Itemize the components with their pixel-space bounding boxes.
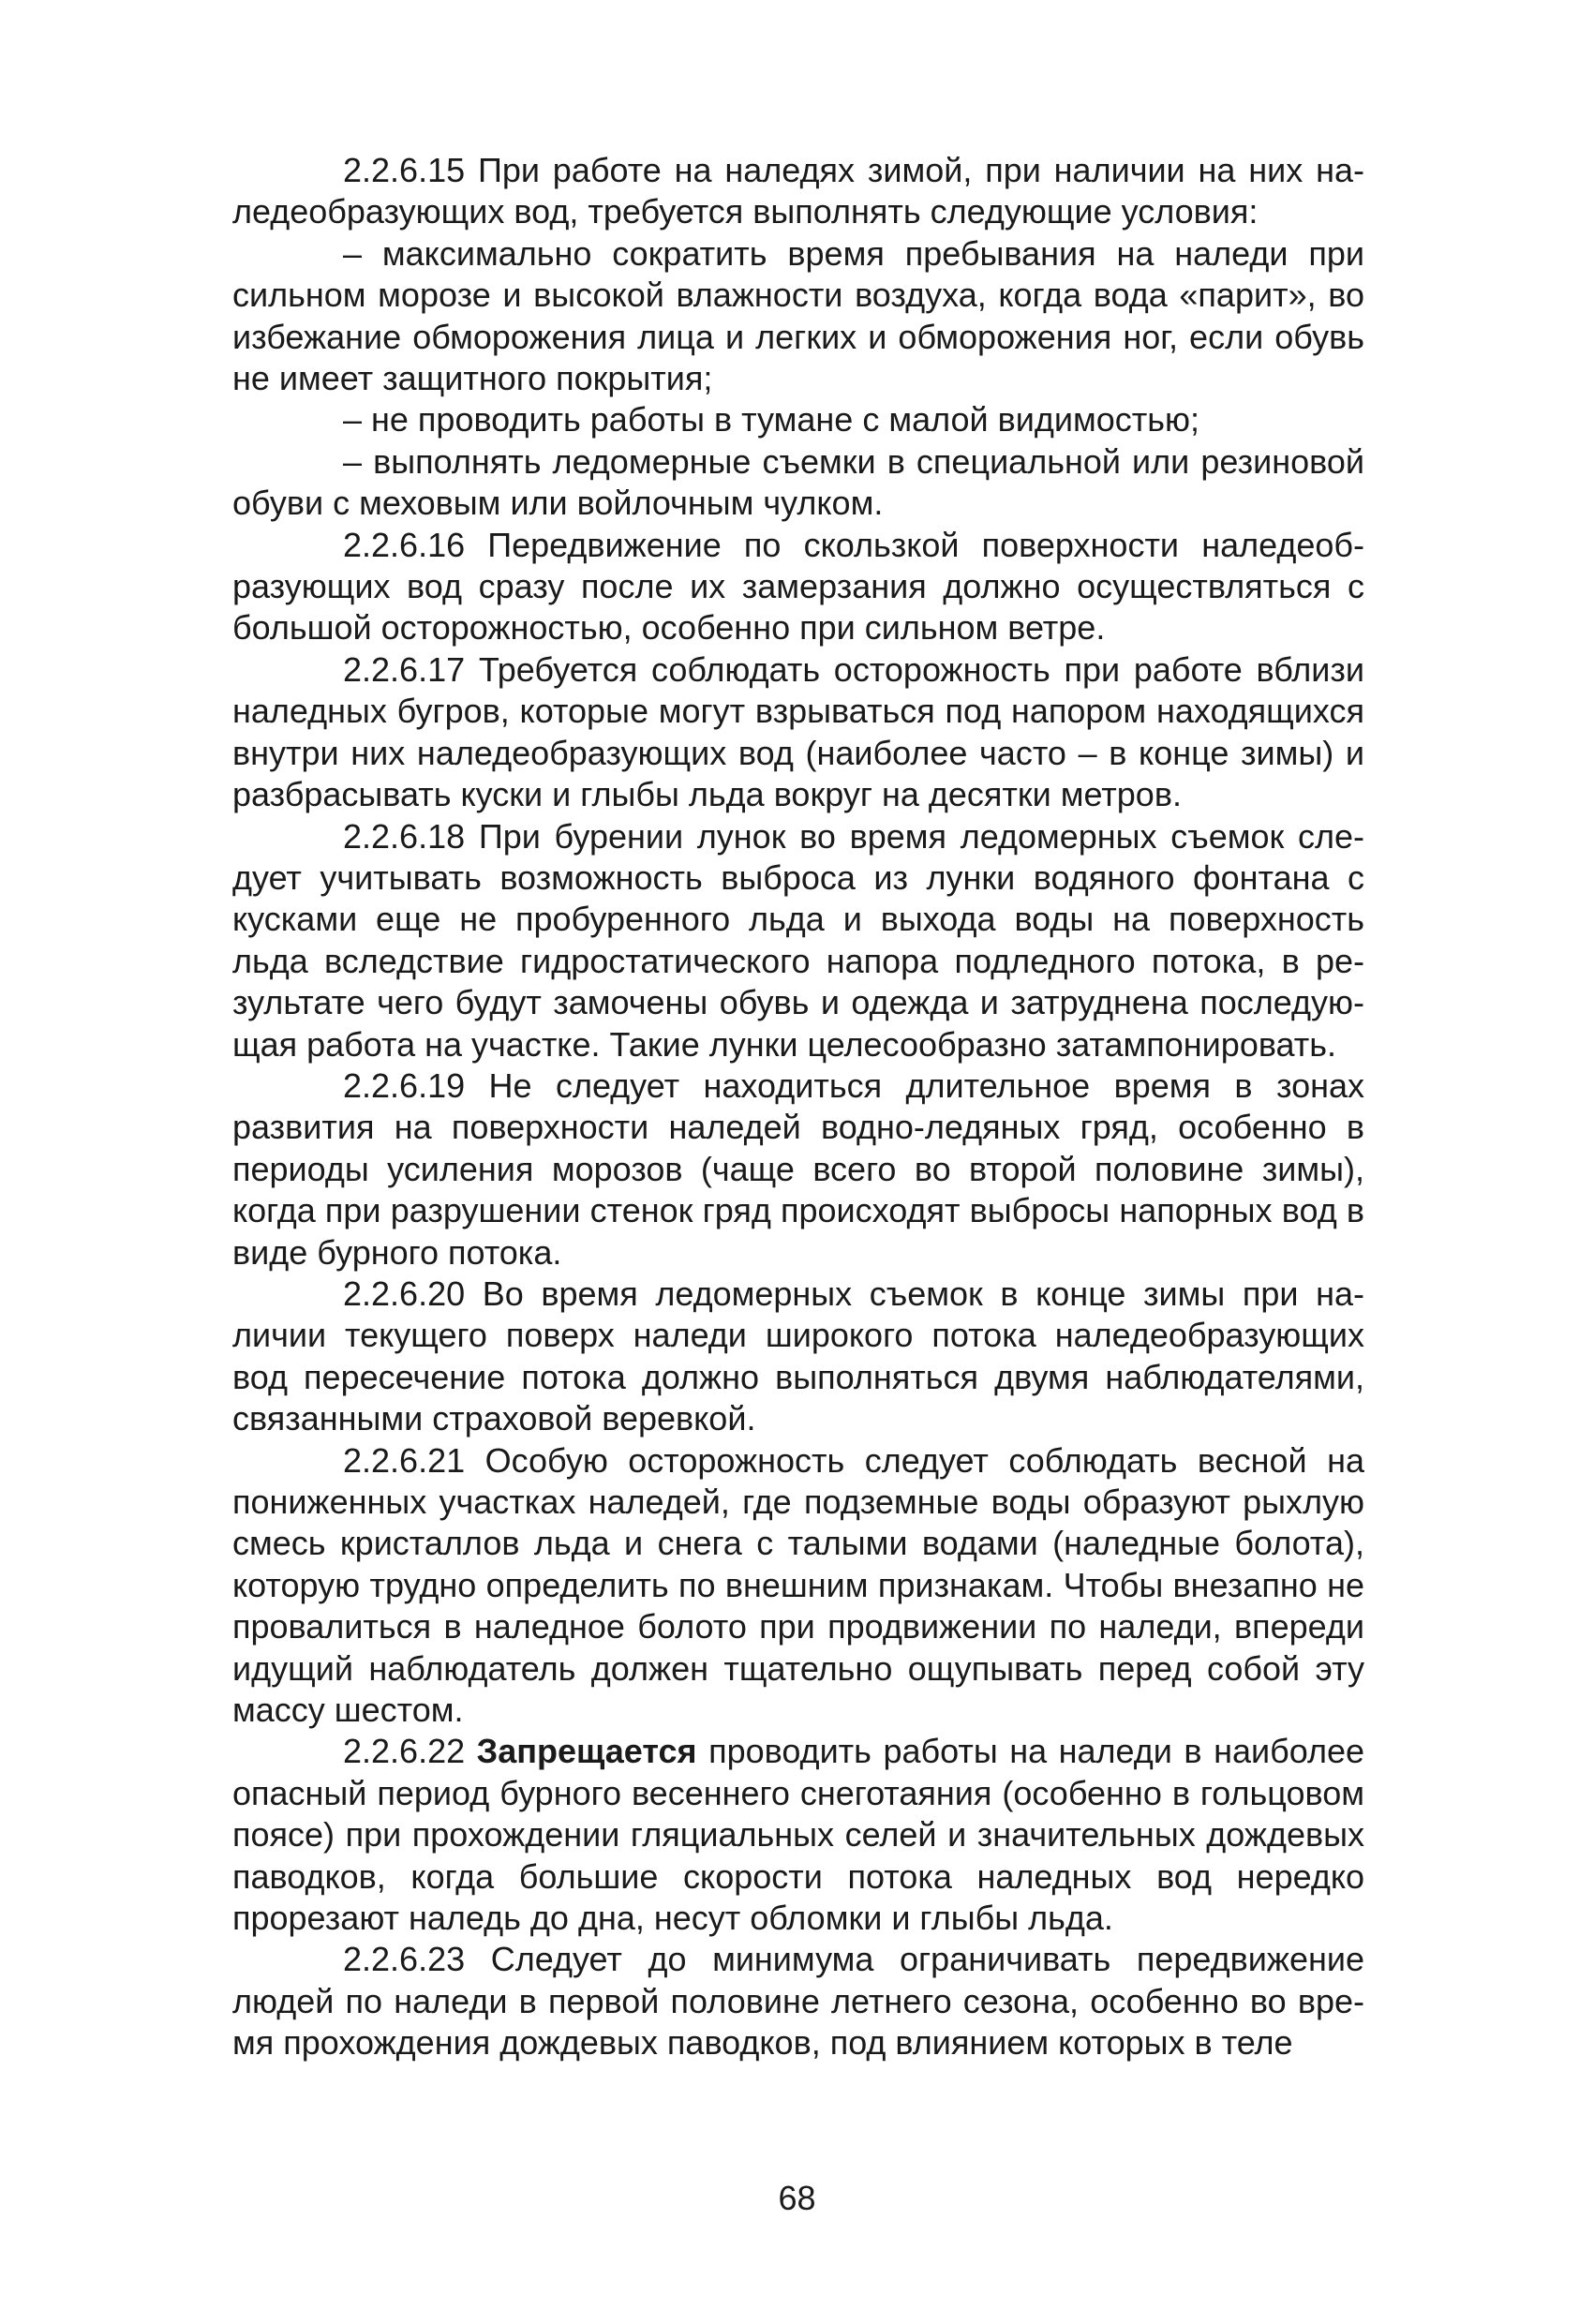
paragraph-2-2-6-15: 2.2.6.15 При работе на наледях зимой, при наличии на них наледеобразующих вод, требуется выполнять следующие условия:	[232, 151, 1364, 231]
paragraph-2-2-6-16: 2.2.6.16 Передвижение по скользкой поверхности наледеобразующих вод сразу после их замерзания должно осуществляться с большой осторожностью, особенно при сильном ветре.	[232, 525, 1364, 648]
emphasis-prohibited: Запрещается	[476, 1732, 697, 1771]
list-item-limit-time: – максимально сократить время пребывания на наледи при сильном морозе и высокой влажности воздуха, когда вода «парит», во избежание обморожения лица и легких и обморожения ног, если обувь не имеет защитного покрытия;	[232, 233, 1364, 398]
list-item-footwear: – выполнять ледомерные съемки в специальной или резиновой обуви с меховым или войлочным чулком.	[232, 441, 1364, 523]
paragraph-2-2-6-17: 2.2.6.17 Требуется соблюдать осторожность при работе вблизи наледных бугров, которые могут взрываться под напором находящихся внутри них наледеобразующих вод (наиболее часто – в конце зимы) и разбрасывать куски и глыбы льда вокруг на десятки метров.	[232, 649, 1364, 814]
paragraph-2-2-6-18: 2.2.6.18 При бурении лунок во время ледомерных съемок следует учитывать возможность выброса из лунки водяного фонтана с кусками еще не пробуренного льда и выхода воды на поверхность льда вследствие гидростатического напора подледного потока, в результате чего будут замочены обувь и одежда и затруднена последующая работа на участке. Такие лунки целесообразно затампонировать.	[232, 816, 1364, 1064]
paragraph-2-2-6-21: 2.2.6.21 Особую осторожность следует соблюдать весной на пониженных участках наледей, где подземные воды образуют рыхлую смесь кристаллов льда и снега с талыми водами (наледные болота), которую трудно определить по внешним признакам. Чтобы внезапно не провалиться в наледное болото при продвижении по наледи, впереди идущий наблюдатель должен тщательно ощупывать перед собой эту массу шестом.	[232, 1440, 1364, 1730]
body-text	[232, 150, 1364, 2064]
page-number: 68	[778, 2179, 816, 2217]
paragraph-rest: проводить работы на наледи в наиболее опасный период бурного весеннего снеготаяния (особенно в гольцовом поясе) при прохождении гляциальных селей и значительных дождевых паводков, когда большие скорости потока наледных вод нередко прорезают наледь до дна, несут обломки и глыбы льда.	[232, 1732, 1364, 1938]
paragraph-2-2-6-19: 2.2.6.19 Не следует находиться длительное время в зонах развития на поверхности наледей водно-ледяных гряд, особенно в периоды усиления морозов (чаще всего во второй половине зимы), когда при разрушении стенок гряд происходят выбросы напорных вод в виде бурного потока.	[232, 1065, 1364, 1272]
paragraph-number: 2.2.6.22	[343, 1732, 477, 1771]
paragraph-2-2-6-23: 2.2.6.23 Следует до минимума ограничивать передвижение людей по наледи в первой половине летнего сезона, особенно во время прохождения дождевых паводков, под влиянием которых в теле	[232, 1940, 1364, 2063]
list-item-no-fog-work: – не проводить работы в тумане с малой видимостью;	[343, 400, 1200, 439]
paragraph-2-2-6-22	[232, 1731, 1364, 1939]
paragraph-2-2-6-20: 2.2.6.20 Во время ледомерных съемок в конце зимы при наличии текущего поверх наледи широкого потока наледеобразующих вод пересечение потока должно выполняться двумя наблюдателями, связанными страховой веревкой.	[232, 1274, 1364, 1438]
